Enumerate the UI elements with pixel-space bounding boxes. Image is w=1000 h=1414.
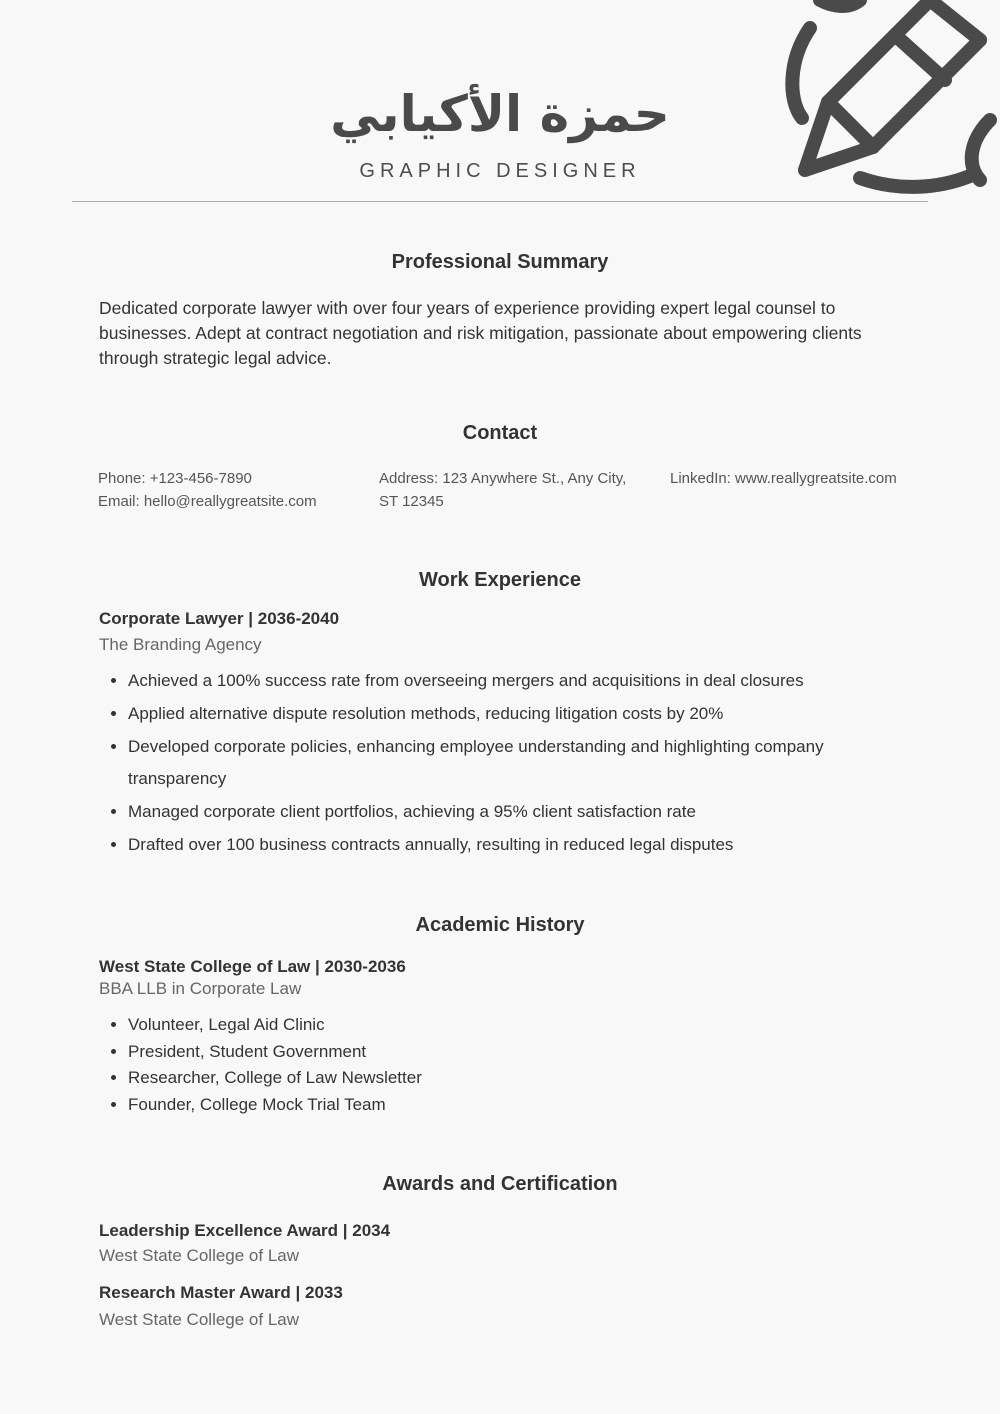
summary-heading: Professional Summary — [391, 251, 609, 273]
job-role: GRAPHIC DESIGNER — [359, 160, 641, 182]
list-item: • Founder, College Mock Trial Team — [128, 1092, 888, 1119]
award-title: Research Master Award | 2033 — [99, 1283, 343, 1302]
list-item: • Volunteer, Legal Aid Clinic — [128, 1012, 888, 1039]
work-bullet-list — [99, 665, 848, 862]
contact-column-left — [98, 467, 317, 513]
list-item: • Managed corporate client portfolios, achieving a 95% client satisfaction rate — [128, 796, 848, 829]
contact-heading: Contact — [462, 422, 538, 444]
academic-bullet-list — [99, 1012, 888, 1118]
list-item: • Drafted over 100 business contracts annually, resulting in reduced legal disputes — [128, 829, 848, 862]
award-org: West State College of Law — [99, 1246, 300, 1265]
list-item: • Developed corporate policies, enhancing employee understanding and highlighting company transparency — [128, 731, 848, 797]
header-divider — [72, 201, 928, 202]
list-item: • President, Student Government — [128, 1039, 888, 1066]
applicant-name: حمزة الأكيابي — [330, 85, 670, 143]
contact-column-middle — [379, 467, 626, 513]
company-name: The Branding Agency — [99, 635, 262, 654]
awards-heading: Awards and Certification — [382, 1173, 618, 1195]
work-heading: Work Experience — [419, 569, 581, 591]
list-item: • Achieved a 100% success rate from overseeing mergers and acquisitions in deal closures — [128, 665, 848, 698]
summary-text: Dedicated corporate lawyer with over four years of experience providing expert legal counsel to businesses. Adept at contract negotiation and risk mitigation, passionate about empowering clients through strategic legal advice. — [99, 298, 862, 368]
linkedin-text: LinkedIn: www.reallygreatsite.com — [670, 470, 897, 487]
address-line-1: Address: 123 Anywhere St., Any City, — [379, 470, 627, 487]
email-text: Email: hello@reallygreatsite.com — [98, 493, 317, 510]
contact-column-right — [670, 467, 897, 490]
academic-heading: Academic History — [415, 914, 585, 936]
award-org: West State College of Law — [99, 1310, 300, 1329]
award-title: Leadership Excellence Award | 2034 — [99, 1221, 391, 1240]
school-name: West State College of Law | 2030-2036 — [99, 957, 406, 976]
address-line-2: ST 12345 — [379, 493, 444, 510]
list-item: • Applied alternative dispute resolution methods, reducing litigation costs by 20% — [128, 698, 848, 731]
degree-text: BBA LLB in Corporate Law — [99, 979, 302, 998]
job-title: Corporate Lawyer | 2036-2040 — [99, 609, 340, 628]
list-item: • Researcher, College of Law Newsletter — [128, 1065, 888, 1092]
phone-text: Phone: +123-456-7890 — [98, 470, 252, 487]
